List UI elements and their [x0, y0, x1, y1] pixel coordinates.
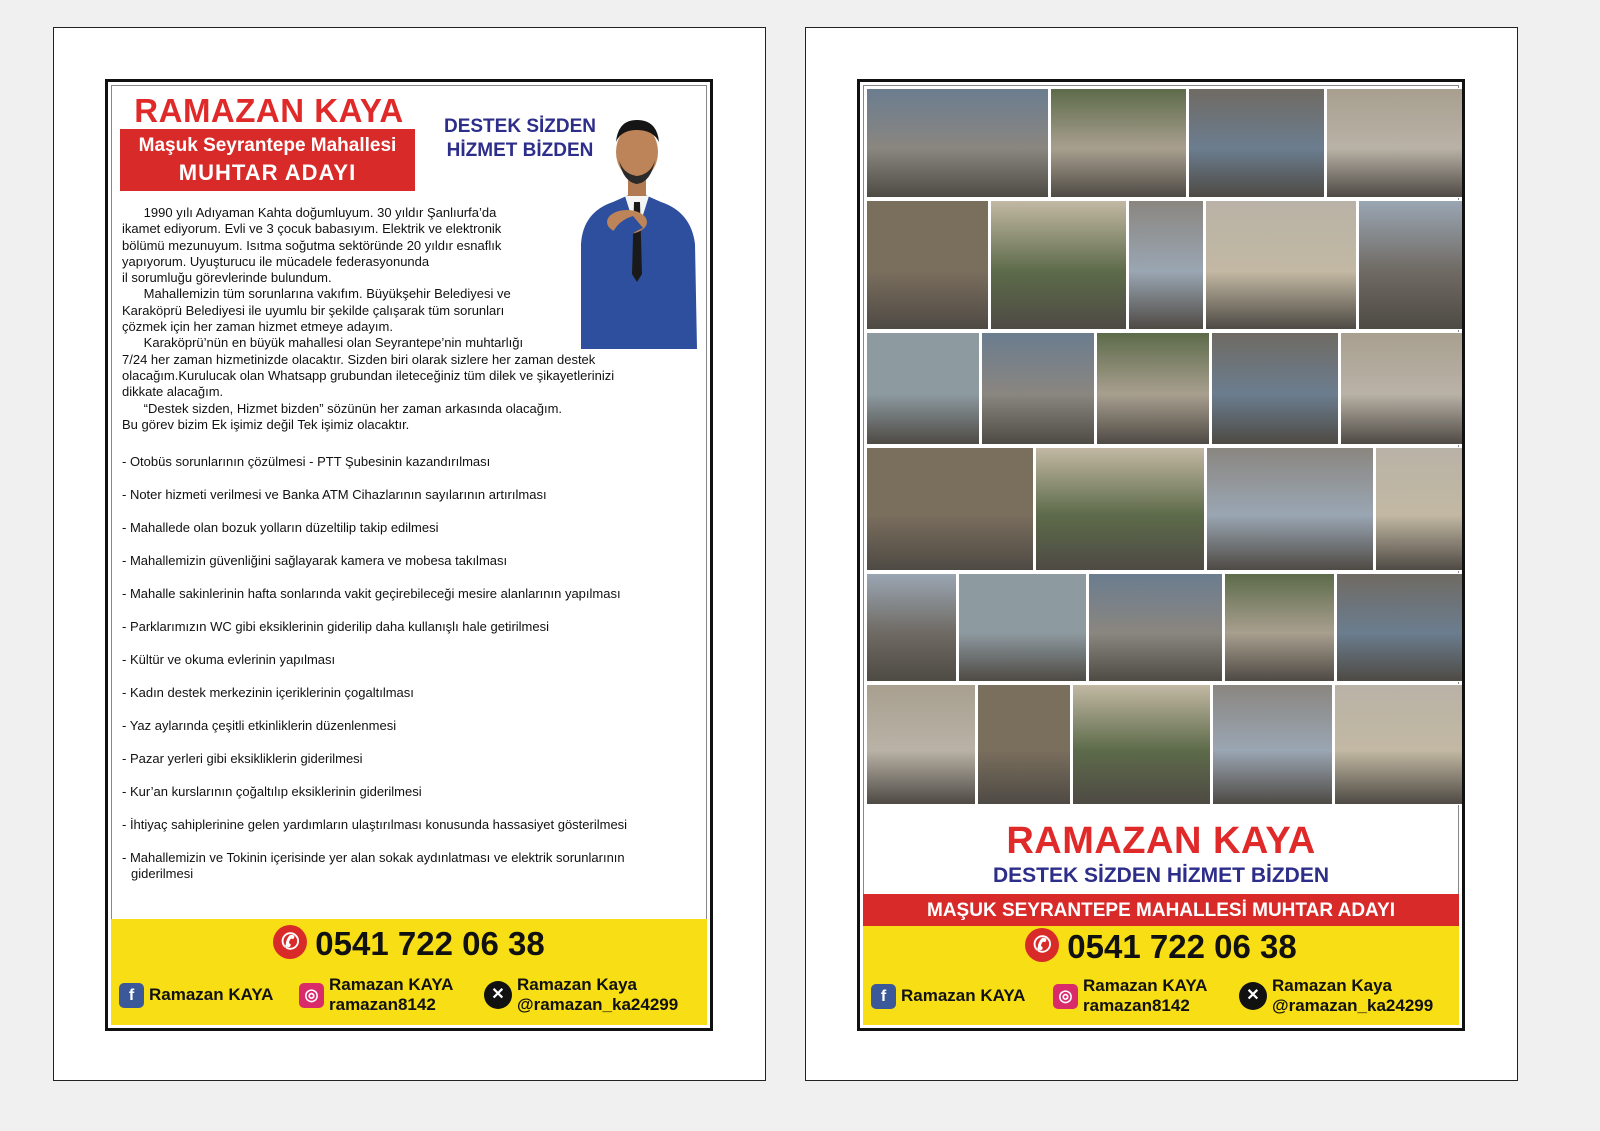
promise-item: - Parklarımızın WC gibi eksiklerinin giderilip daha kullanışlı hale getirilmesi [122, 619, 549, 634]
market-group-photo [1072, 684, 1211, 805]
workers-van-photo [990, 200, 1127, 330]
wet-road-photo [1212, 684, 1333, 805]
right-sheet [805, 27, 1518, 1081]
hose-work-photo [1358, 200, 1464, 330]
phone-text: 0541 722 06 38 [315, 925, 545, 962]
x-icon: ✕ [484, 981, 512, 1009]
facebook-name: Ramazan KAYA [901, 986, 1026, 1005]
slogan-line1: DESTEK SİZDEN [443, 116, 597, 137]
brick-pavement-photo [1206, 447, 1374, 571]
sidewalk-repair-photo [1128, 200, 1204, 330]
neighborhood-label: Maşuk Seyrantepe Mahallesi [138, 135, 397, 156]
instagram-icon: ◎ [299, 983, 324, 1008]
promise-item: - Yaz aylarında çeşitli etkinliklerin düzenlenmesi [122, 718, 397, 733]
bio-paragraph: “Destek sizden, Hizmet bizden” sözünün her zaman arkasında olacağım. Bu görev bizim Ek işimiz değil Tek işimiz olacaktır. [122, 400, 563, 432]
promise-item: - Mahallemizin güvenliğini sağlayarak kamera ve mobesa takılması [122, 553, 508, 568]
phone-icon: ✆ [1025, 928, 1059, 962]
slogan: DESTEK SİZDEN HİZMET BİZDEN [992, 864, 1329, 887]
instagram-handle: ramazan8142 [329, 995, 436, 1014]
right-flyer [857, 79, 1465, 1031]
shop-street-photo [866, 573, 957, 682]
park-bus-stop-photo [1336, 573, 1464, 682]
instagram-handle: ramazan8142 [1083, 996, 1190, 1015]
facebook-link[interactable] [871, 974, 1025, 1018]
sidewalk-man-photo [866, 684, 976, 805]
x-handle: @ramazan_ka24299 [517, 995, 679, 1014]
x-name: Ramazan Kaya [517, 975, 638, 994]
contact-footer [863, 926, 1459, 1025]
candidate-title-box [120, 129, 415, 191]
building-site-photo [1224, 573, 1335, 682]
x-icon: ✕ [1239, 982, 1267, 1010]
candidate-name: RAMAZAN KAYA [1006, 820, 1316, 862]
social-links [119, 973, 699, 1017]
social-links [871, 974, 1451, 1018]
facebook-icon: f [119, 983, 144, 1008]
contact-footer [111, 919, 707, 1025]
apartment-street-photo [1326, 88, 1463, 198]
facebook-name: Ramazan KAYA [149, 985, 274, 1004]
phone-icon: ✆ [273, 925, 307, 959]
biography [122, 205, 702, 433]
promise-item: - Kadın destek merkezinin içeriklerinin çogaltılması [122, 685, 414, 700]
city-street-photo [1188, 88, 1325, 198]
instagram-name: Ramazan KAYA [1083, 976, 1208, 995]
phone-text: 0541 722 06 38 [1067, 928, 1297, 965]
broken-pavement-photo [981, 332, 1095, 445]
pavement-dig-photo [866, 447, 1034, 571]
mud-ground-photo [866, 332, 980, 445]
asphalt-patch-photo [1211, 332, 1339, 445]
candidacy-label: MUHTAR ADAYI [178, 160, 357, 185]
promise-item: - İhtiyaç sahiplerinine gelen yardımların ulaştırılması konusunda hassasiyet gösterilmesi [122, 817, 628, 832]
office-meeting-photo [1340, 332, 1464, 445]
promises-list [122, 454, 682, 899]
bio-paragraph: Karaköprü’nün en büyük mahallesi olan Seyrantepe’nin muhtarlığı 7/24 her zaman hizmetinizde olacaktır. Sizden biri olarak sizlere her zaman destek olacağım.Kurulucak olan Whatsapp grubundan ileteceğiniz tüm dilek ve şikayetlerinizi dikkate alacağım. [122, 335, 615, 400]
promise-item: - Mahallede olan bozuk yolların düzeltilip takip edilmesi [122, 520, 439, 535]
instagram-link[interactable] [299, 973, 453, 1017]
road-view-photo [1334, 684, 1464, 805]
workers-vests-photo [866, 200, 989, 330]
concrete-ramp-photo [1096, 332, 1210, 445]
bus-stop-photo [958, 573, 1087, 682]
promise-item: - Mahallemizin ve Tokinin içerisinde yer alan sokak aydınlatması ve elektrik sorunlarının giderilmesi [122, 850, 625, 881]
instagram-icon: ◎ [1053, 984, 1078, 1009]
slogan-line2: HİZMET BİZDEN [446, 140, 594, 161]
facebook-link[interactable] [119, 973, 273, 1017]
group-photo [1205, 200, 1357, 330]
left-sheet [53, 27, 766, 1081]
street-construction-photo [866, 88, 1049, 198]
snowy-street-photo [1050, 88, 1187, 198]
promise-item: - Mahalle sakinlerinin hafta sonlarında vakit geçirebileceği mesire alanlarının yapılması [122, 586, 621, 601]
x-link[interactable] [1239, 974, 1433, 1018]
manhole-dig-photo [1035, 447, 1205, 571]
x-handle: @ramazan_ka24299 [1272, 996, 1434, 1015]
instagram-name: Ramazan KAYA [329, 975, 454, 994]
promise-item: - Noter hizmeti verilmesi ve Banka ATM Cihazlarının sayılarının artırılması [122, 487, 547, 502]
phone-number[interactable] [111, 925, 707, 963]
promise-item: - Kültür ve okuma evlerinin yapılması [122, 652, 336, 667]
left-flyer [105, 79, 713, 1031]
x-link[interactable] [484, 973, 678, 1017]
bus-stop-workers-photo [1088, 573, 1223, 682]
market-truck-photo [977, 684, 1071, 805]
bio-paragraph: Mahallemizin tüm sorunlarına vakıfım. Büyükşehir Belediyesi ve Karaköprü Belediyesi ile uyumlu bir şekilde çalışarak tüm sorunları çözmek için her zaman hizmet etmeye adayım. [122, 286, 511, 335]
candidate-name: RAMAZAN KAYA [134, 92, 404, 129]
facebook-icon: f [871, 984, 896, 1009]
promise-item: - Kur’an kurslarının çoğaltılıp eksiklerinin giderilmesi [122, 784, 422, 799]
x-name: Ramazan Kaya [1272, 976, 1393, 995]
bio-paragraph: 1990 yılı Adıyaman Kahta doğumluyum. 30 yıldır Şanlıurfa’da ikamet ediyorum. Evli ve 3 çocuk babasıyım. Elektrik ve elektronik bölümü mezunuyum. Isıtma soğutma sektöründe 20 yıldır esnaflık yapıyorum. Uyuşturucu ile mücadele federasyonunda il sorumluğu görevlerinde bulundum. [122, 205, 502, 286]
promise-item: - Otobüs sorunlarının çözülmesi - PTT Şubesinin kazandırılması [122, 454, 491, 469]
tree-dig-photo [1375, 447, 1463, 571]
candidacy-band: MAŞUK SEYRANTEPE MAHALLESİ MUHTAR ADAYI [863, 894, 1459, 928]
promise-item: - Pazar yerleri gibi eksikliklerin giderilmesi [122, 751, 363, 766]
instagram-link[interactable] [1053, 974, 1207, 1018]
phone-number[interactable] [863, 928, 1459, 966]
